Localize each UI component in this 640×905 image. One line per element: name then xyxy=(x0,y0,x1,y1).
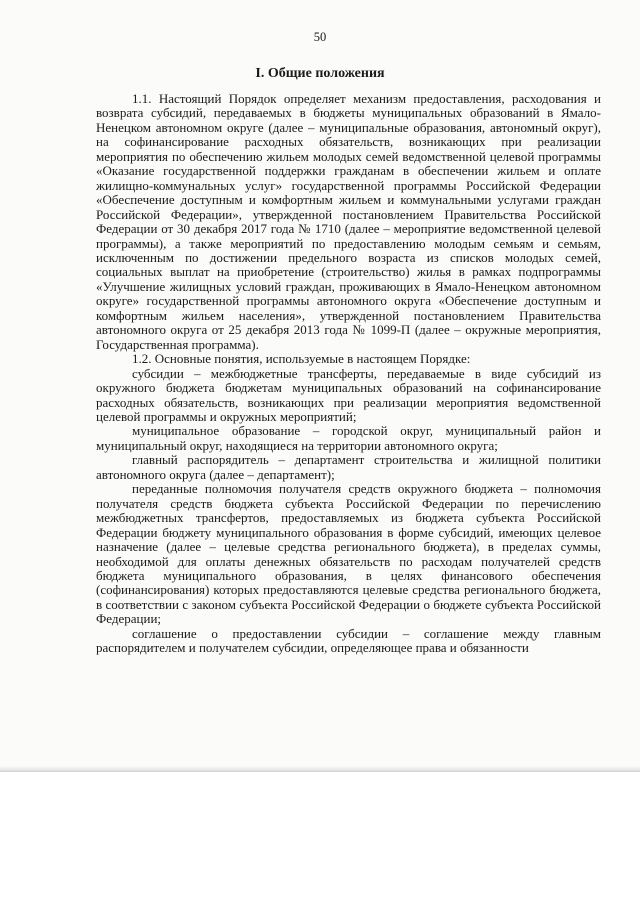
definition-agreement: соглашение о предоставлении субсидии – соглашение между главным распорядителем и получателем субсидии, определяющее права и обязанности xyxy=(96,625,601,656)
definition-transferred-powers: переданные полномочия получателя средств окружного бюджета – полномочия получателя средств бюджета субъекта Российской Федерации по перечислению межбюджетных трансфертов, предоставляемых из бюджета субъекта Российской Федерации бюджету муниципального образования в форме субсидий, имеющих целевое назначение (далее – целевые средства регионального бюджета), в пределах суммы, необходимой для оплаты денежных обязательств по расходам получателей средств бюджета муниципального образования, в целях финансового обеспечения (софинансирования) которых предоставляются целевые средства регионального бюджета, в соответствии с законом субъекта Российской Федерации о бюджете субъекта Российской Федерации; xyxy=(96,481,601,627)
definition-municipality: муниципальное образование – городской округ, муниципальный район и муниципальный округ, находящиеся на территории автономного округа; xyxy=(96,423,601,453)
body-text xyxy=(96,92,601,656)
paragraph-1-2: 1.2. Основные понятия, используемые в настоящем Порядке: xyxy=(132,351,471,367)
page-number: 50 xyxy=(313,30,327,44)
blank-margin xyxy=(0,772,640,905)
paragraph-1-1: 1.1. Настоящий Порядок определяет механизм предоставления, расходования и возврата субсидий, передаваемых в бюджеты муниципальных образований в Ямало-Ненецком автономном округе (далее – муниципальные образования, автономный округ), на софинансирование расходных обязательств, возникающих при реализации мероприятия по обеспечению жильем молодых семей ведомственной целевой программы «Оказание государственной поддержки гражданам в обеспечении жильем и оплате жилищно-коммунальных услуг» государственной программы Российской Федерации «Обеспечение доступным и комфортным жильем и коммунальными услугами граждан Российской Федерации», утвержденной постановлением Правительства Российской Федерации от 30 декабря 2017 года № 1710 (далее – мероприятие ведомственной целевой программы), а также мероприятий по предоставлению молодым семьям и семьям, исключенным по достижении предельного возраста из списков молодых семей, социальных выплат на приобретение (строительство) жилья в рамках подпрограммы «Улучшение жилищных условий граждан, проживающих в Ямало-Ненецком автономном округе» государственной программы автономного округа «Обеспечение доступным и комфортным жильем населения», утвержденной постановлением Правительства автономного округа от 25 декабря 2013 года № 1099-П (далее – окружные мероприятия, Государственная программа). xyxy=(96,91,601,352)
definition-subsidies: субсидии – межбюджетные трансферты, передаваемые в виде субсидий из окружного бюджета бюджетам муниципальных образований на софинансирование расходных обязательств, возникающих при реализации мероприятия ведомственной целевой программы и окружных мероприятий; xyxy=(96,365,601,424)
section-title: I. Общие положения xyxy=(255,66,385,81)
definition-chief-manager: главный распорядитель – департамент строительства и жилищной политики автономного округа (далее – департамент); xyxy=(96,452,601,482)
